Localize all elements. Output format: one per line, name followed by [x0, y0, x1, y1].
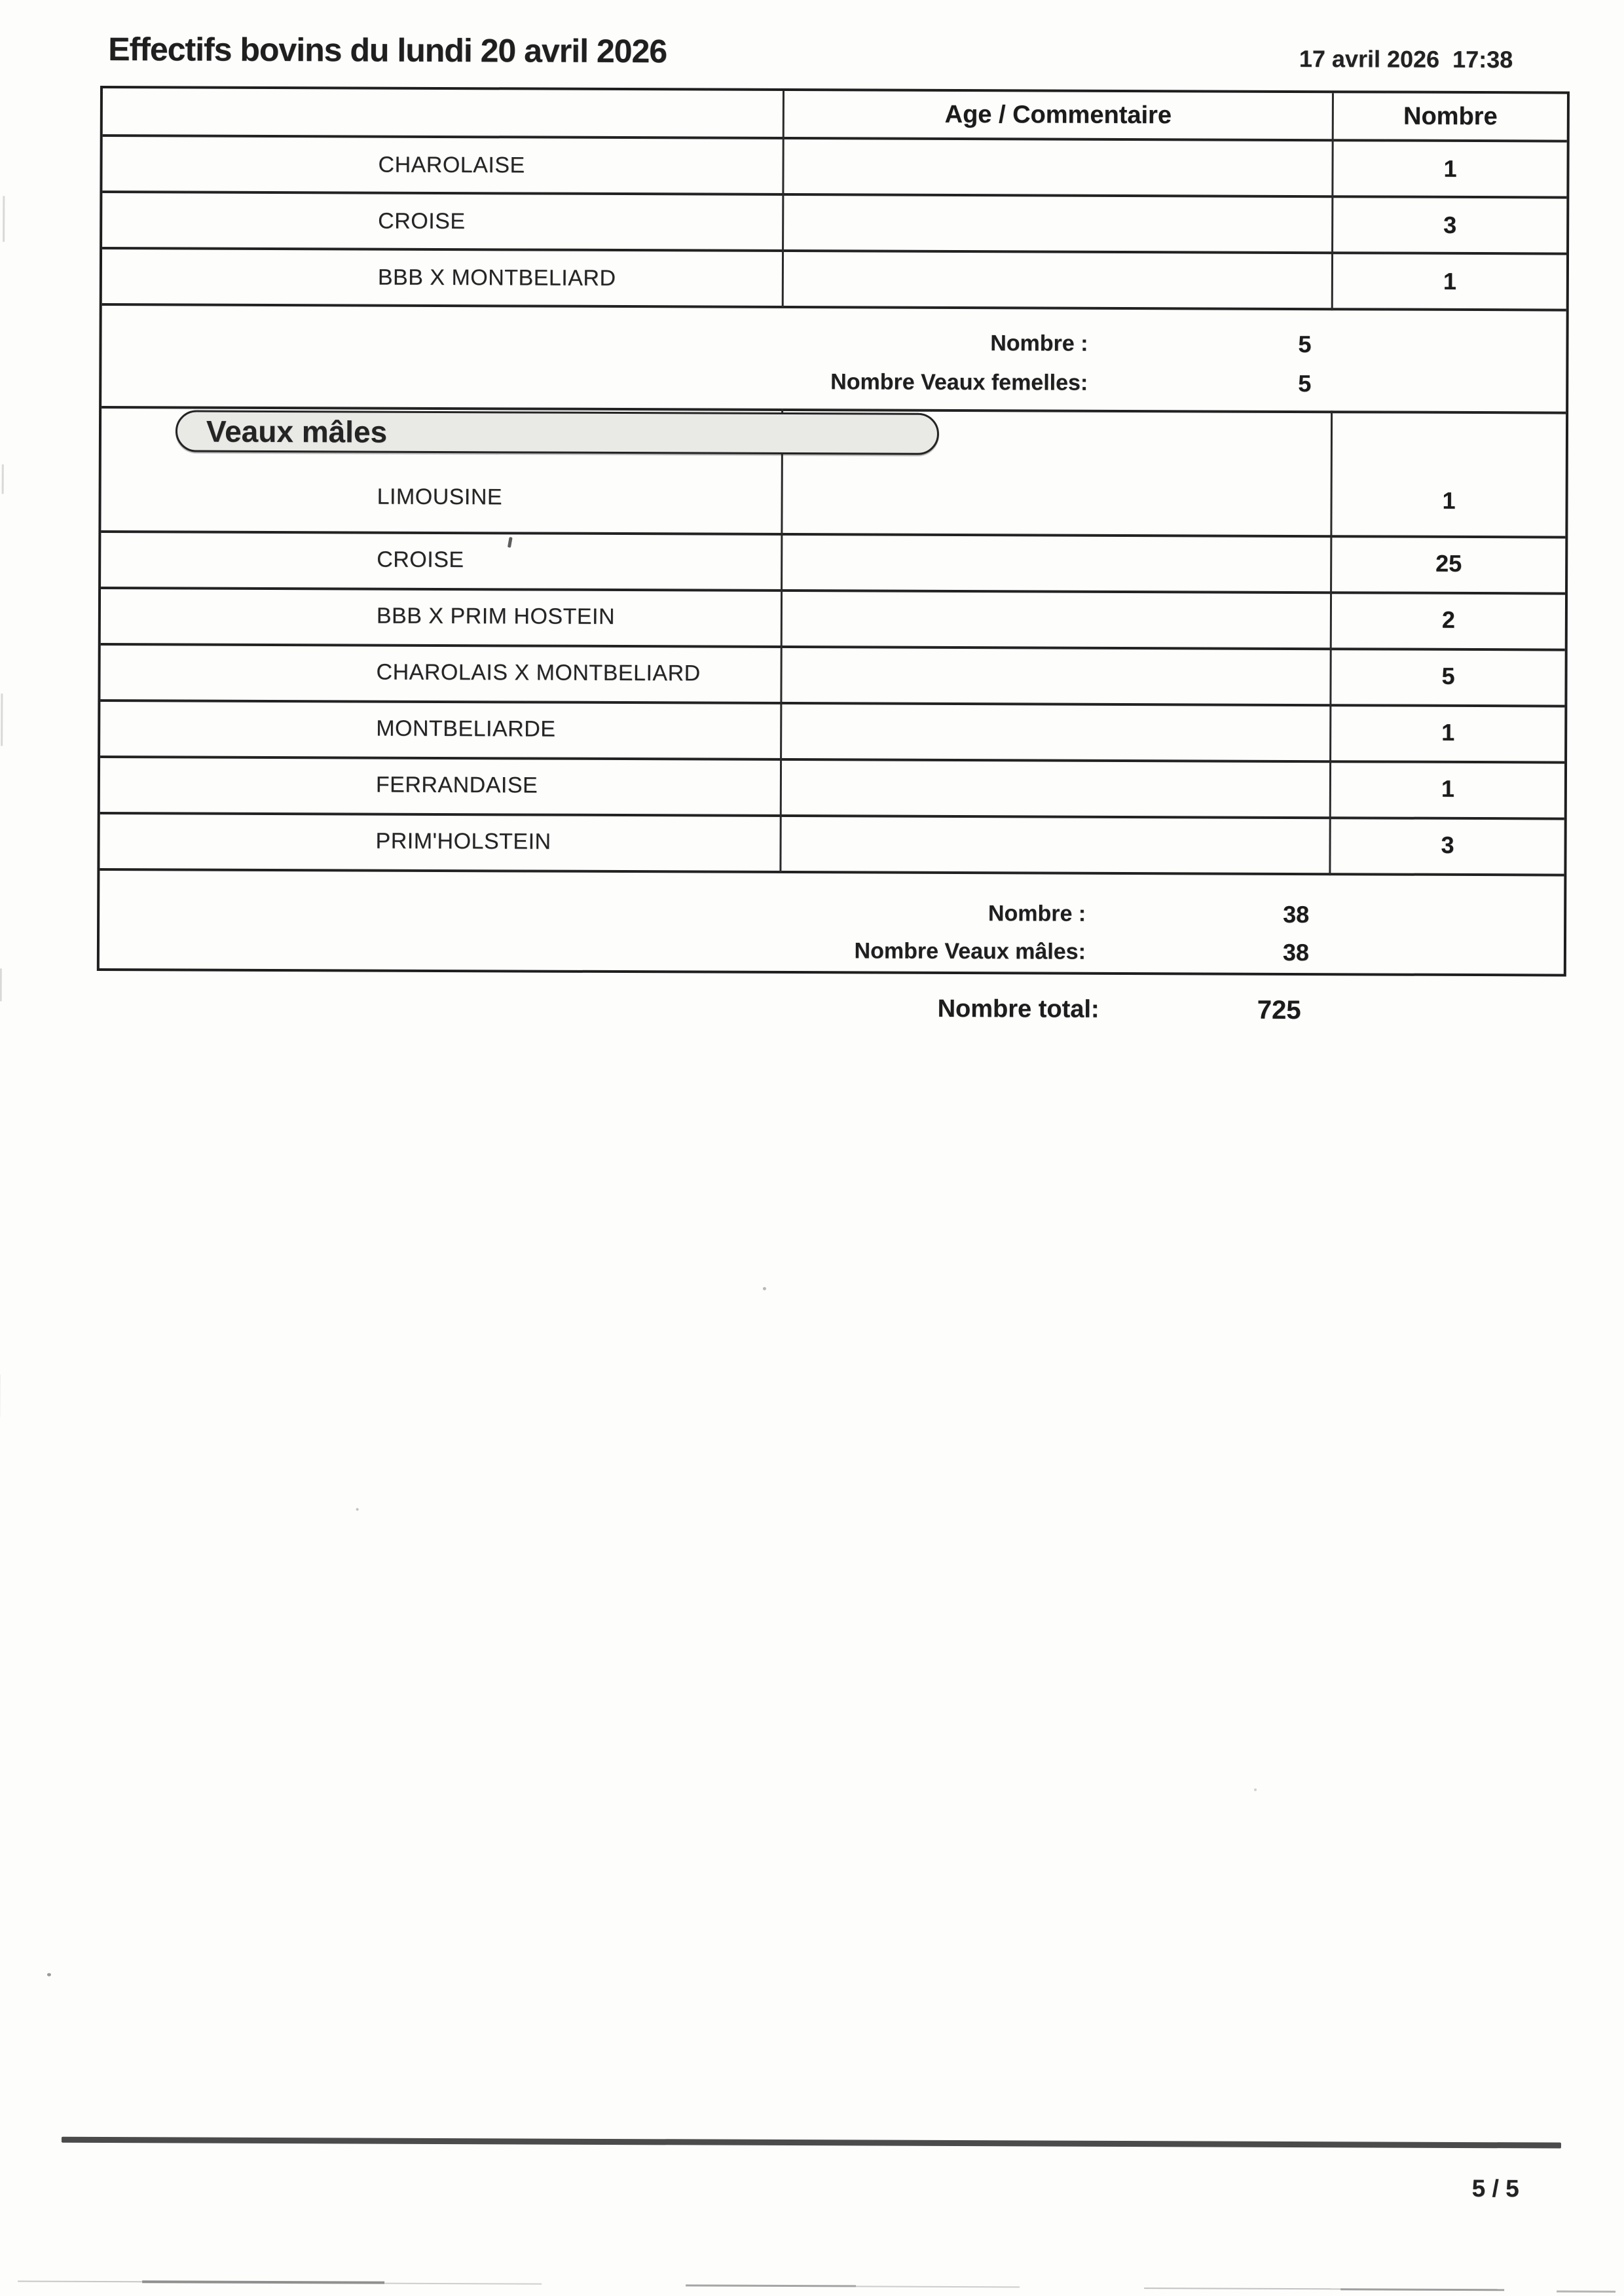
footer-rule — [62, 2137, 1561, 2149]
section-header-veaux-males — [175, 410, 939, 454]
scan-speck — [356, 1508, 359, 1510]
table-row-breed: CROISE — [378, 208, 466, 234]
scan-edge-artifact — [1, 693, 3, 746]
table-row-breed: CHAROLAIS X MONTBELIARD — [376, 659, 701, 685]
scan-artifact-line — [1144, 2287, 1340, 2289]
table-row-breed: LIMOUSINE — [377, 484, 503, 509]
subtotal-value: 5 — [1298, 370, 1312, 397]
subtotal-value: 38 — [1283, 900, 1310, 928]
table-row-breed: MONTBELIARDE — [376, 716, 556, 742]
print-datetime: 17 avril 2026 17:38 — [1299, 45, 1513, 73]
table-row-count: 3 — [1443, 211, 1457, 238]
table-row-count: 1 — [1443, 155, 1457, 182]
scan-artifact-line — [856, 2286, 1020, 2287]
table-row-count: 1 — [1441, 774, 1455, 802]
subtotal-value: 5 — [1298, 331, 1312, 358]
table-row-count: 1 — [1443, 267, 1456, 295]
col-header-age-commentaire: Age / Commentaire — [944, 100, 1172, 129]
table-row-count: 25 — [1435, 549, 1462, 577]
page-number: 5 / 5 — [1471, 2175, 1519, 2202]
scan-speck — [763, 1287, 766, 1290]
subtotal-label: Nombre : — [987, 901, 1086, 926]
subtotal-value: 38 — [1282, 938, 1310, 966]
section-title-label: Veaux mâles — [206, 414, 388, 449]
table-row-count: 5 — [1441, 662, 1455, 689]
scan-speck — [47, 1973, 51, 1977]
scan-edge-artifact — [3, 196, 5, 242]
scan-artifact-line — [142, 2280, 384, 2284]
grand-total-value: 725 — [1257, 995, 1301, 1025]
scan-artifact-line — [384, 2283, 542, 2285]
table-row-breed: CROISE — [377, 547, 464, 572]
subtotal-label: Nombre Veaux femelles: — [830, 369, 1088, 395]
scan-artifact-line — [686, 2284, 856, 2287]
scan-edge-artifact — [2, 464, 4, 494]
scan-speck — [1254, 1789, 1257, 1791]
subtotal-label: Nombre : — [990, 331, 1088, 356]
subtotal-label: Nombre Veaux mâles: — [854, 938, 1086, 964]
scan-artifact-line — [18, 2281, 142, 2283]
table-row-count: 2 — [1441, 606, 1455, 633]
scan-artifact-line — [1557, 2291, 1615, 2293]
table-row-count: 3 — [1441, 831, 1454, 858]
table-row-breed: FERRANDAISE — [375, 772, 538, 798]
scan-edge-artifact — [0, 968, 2, 1001]
livestock-count-table — [97, 86, 1570, 977]
col-header-nombre: Nombre — [1403, 102, 1498, 130]
table-row-breed: PRIM'HOLSTEIN — [375, 828, 551, 854]
table-row-breed: BBB X MONTBELIARD — [377, 264, 616, 291]
table-row-count: 1 — [1441, 718, 1455, 746]
grand-total-label: Nombre total: — [937, 994, 1099, 1023]
table-row-count: 1 — [1442, 486, 1456, 514]
scan-artifact-line — [1340, 2288, 1504, 2291]
table-row-breed: CHAROLAISE — [378, 152, 525, 177]
document-title: Effectifs bovins du lundi 20 avril 2026 — [108, 31, 667, 70]
table-row-breed: BBB X PRIM HOSTEIN — [376, 603, 616, 629]
